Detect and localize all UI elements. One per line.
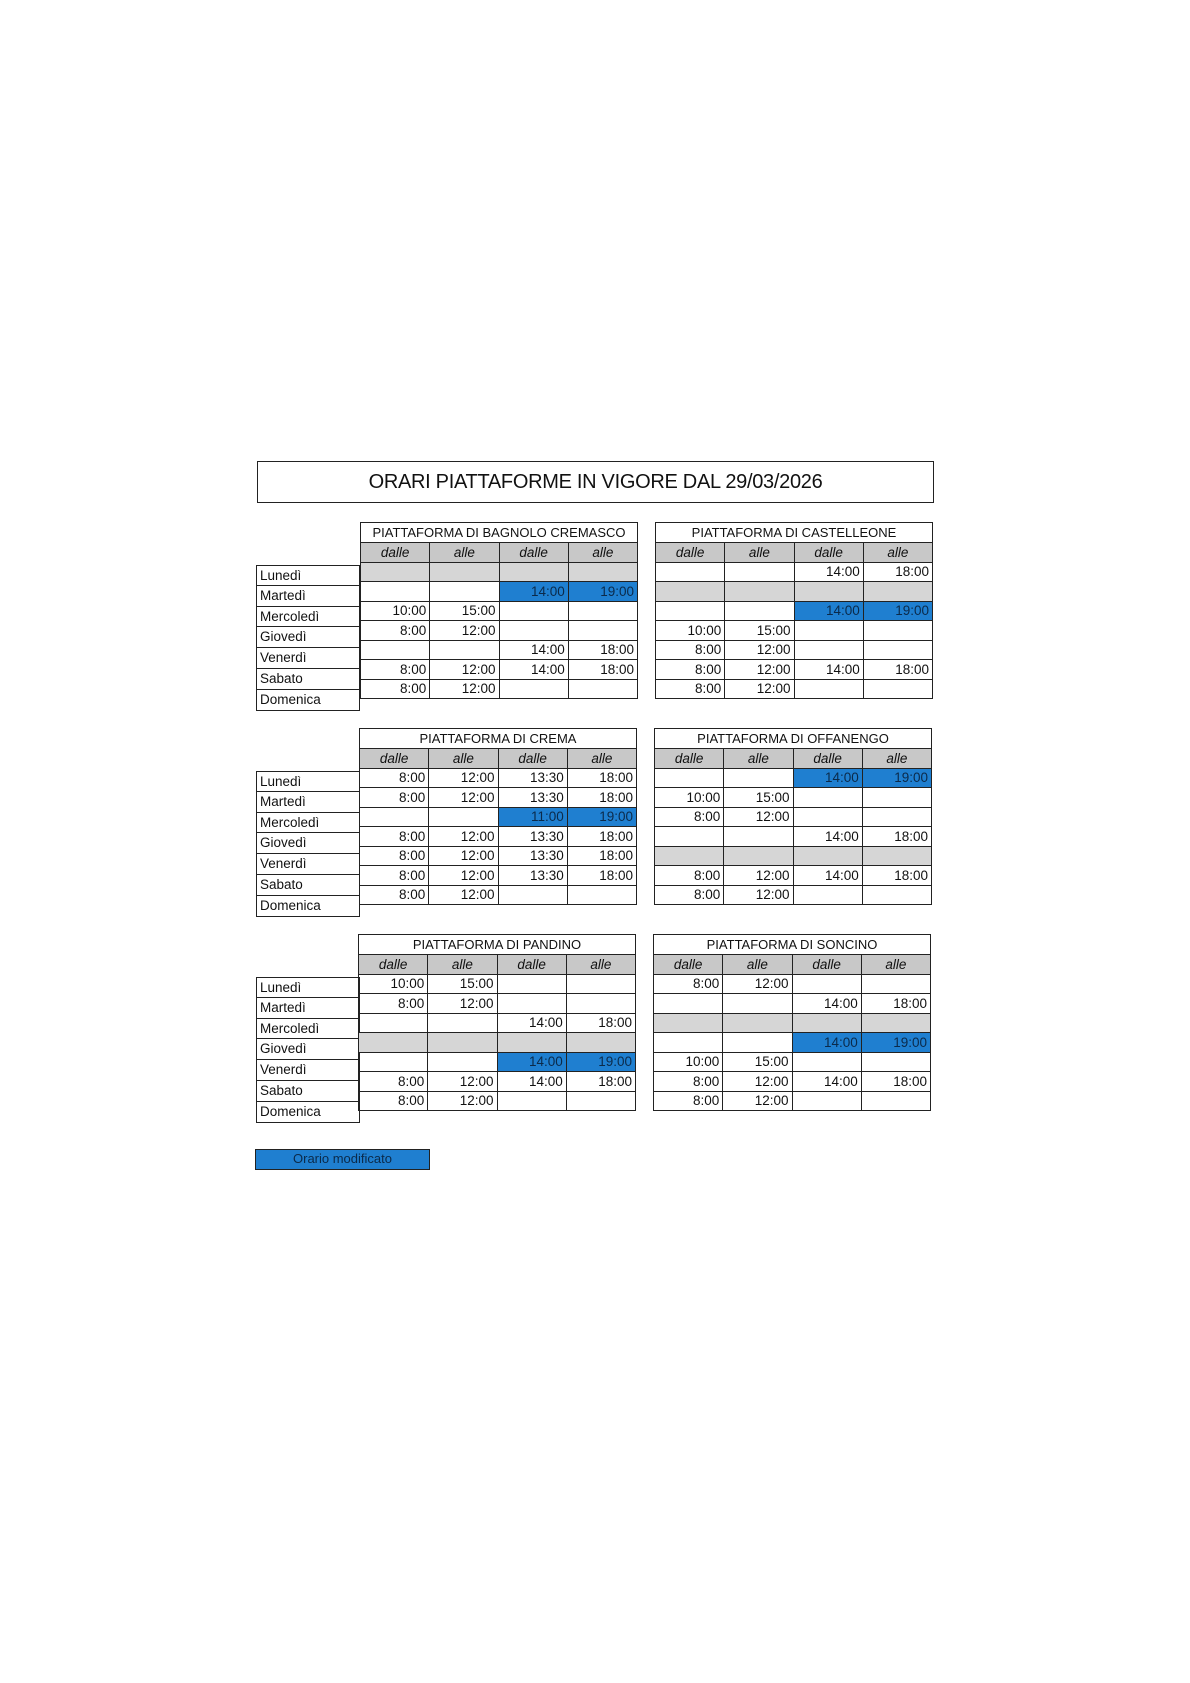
- time-cell: [566, 974, 635, 994]
- time-cell: [654, 994, 723, 1014]
- time-cell: [361, 582, 430, 602]
- time-cell: 8:00: [654, 1072, 723, 1092]
- time-cell: 8:00: [654, 974, 723, 994]
- time-cell: [656, 582, 725, 602]
- weekday-label: Giovedì: [256, 833, 360, 854]
- time-cell: 18:00: [568, 660, 637, 680]
- time-cell: 13:30: [498, 768, 567, 788]
- column-header: alle: [863, 543, 932, 563]
- column-header: alle: [725, 543, 794, 563]
- time-cell: 14:00: [794, 562, 863, 582]
- column-header: dalle: [655, 749, 724, 769]
- weekday-label: Lunedì: [256, 771, 360, 792]
- time-cell: 14:00: [793, 827, 862, 847]
- time-cell: 18:00: [567, 827, 636, 847]
- time-cell: 14:00: [792, 1033, 861, 1053]
- time-cell: 14:00: [497, 1072, 566, 1092]
- table-row: [360, 768, 637, 788]
- table-row: [656, 562, 933, 582]
- time-cell: [792, 1091, 861, 1111]
- platform-table: [655, 522, 933, 699]
- time-cell: 8:00: [360, 866, 429, 886]
- weekday-column: [256, 977, 360, 1123]
- time-cell: [794, 621, 863, 641]
- time-cell: [725, 582, 794, 602]
- time-cell: 10:00: [655, 788, 724, 808]
- time-cell: [863, 582, 932, 602]
- platform-name: PIATTAFORMA DI CREMA: [360, 729, 637, 749]
- column-header: alle: [861, 955, 930, 975]
- table-row: [360, 827, 637, 847]
- time-cell: 15:00: [725, 621, 794, 641]
- weekday-label: Domenica: [256, 1102, 360, 1123]
- column-header: alle: [566, 955, 635, 975]
- time-cell: [568, 601, 637, 621]
- table-row: [361, 640, 638, 660]
- time-cell: [724, 768, 793, 788]
- column-header: alle: [429, 749, 498, 769]
- table-row: [656, 582, 933, 602]
- time-cell: [793, 788, 862, 808]
- time-cell: [794, 582, 863, 602]
- column-header: dalle: [359, 955, 428, 975]
- column-header: alle: [724, 749, 793, 769]
- table-row: [359, 1013, 636, 1033]
- time-cell: 8:00: [360, 768, 429, 788]
- time-cell: [566, 1091, 635, 1111]
- weekday-label: Mercoledì: [256, 1019, 360, 1040]
- column-header: dalle: [498, 749, 567, 769]
- time-cell: [724, 827, 793, 847]
- table-row: [655, 788, 932, 808]
- time-cell: 12:00: [723, 974, 792, 994]
- time-cell: [568, 621, 637, 641]
- time-cell: [655, 827, 724, 847]
- page-title: ORARI PIATTAFORME IN VIGORE DAL 29/03/2026: [257, 461, 934, 503]
- column-header: dalle: [656, 543, 725, 563]
- time-cell: 10:00: [656, 621, 725, 641]
- table-row: [359, 1072, 636, 1092]
- time-cell: [656, 601, 725, 621]
- time-cell: [862, 788, 931, 808]
- column-header: dalle: [497, 955, 566, 975]
- time-cell: 12:00: [724, 807, 793, 827]
- time-cell: 18:00: [861, 994, 930, 1014]
- weekday-label: Lunedì: [256, 977, 360, 998]
- time-cell: 12:00: [430, 660, 499, 680]
- weekday-label: Domenica: [256, 690, 360, 711]
- time-cell: [430, 562, 499, 582]
- table-row: [656, 660, 933, 680]
- platform-table: [359, 728, 637, 905]
- table-row: [361, 660, 638, 680]
- time-cell: 12:00: [725, 640, 794, 660]
- time-cell: [499, 601, 568, 621]
- time-cell: 8:00: [359, 1091, 428, 1111]
- table-row: [359, 1091, 636, 1111]
- time-cell: 18:00: [567, 788, 636, 808]
- time-cell: 14:00: [497, 1013, 566, 1033]
- time-cell: 15:00: [430, 601, 499, 621]
- table-row: [360, 807, 637, 827]
- time-cell: [861, 974, 930, 994]
- table-row: [655, 768, 932, 788]
- time-cell: 8:00: [360, 846, 429, 866]
- time-cell: 18:00: [567, 866, 636, 886]
- table-row: [655, 846, 932, 866]
- time-cell: [566, 1033, 635, 1053]
- time-cell: 12:00: [429, 827, 498, 847]
- weekday-label: Giovedì: [256, 1039, 360, 1060]
- table-row: [654, 1033, 931, 1053]
- time-cell: [430, 640, 499, 660]
- time-cell: 14:00: [499, 660, 568, 680]
- time-cell: 13:30: [498, 866, 567, 886]
- time-cell: 12:00: [429, 866, 498, 886]
- column-header: dalle: [361, 543, 430, 563]
- table-row: [655, 827, 932, 847]
- time-cell: 12:00: [723, 1072, 792, 1092]
- table-row: [361, 679, 638, 699]
- time-cell: 8:00: [656, 660, 725, 680]
- time-cell: 12:00: [429, 788, 498, 808]
- time-cell: 19:00: [862, 768, 931, 788]
- time-cell: 14:00: [794, 601, 863, 621]
- time-cell: 14:00: [794, 660, 863, 680]
- table-row: [654, 974, 931, 994]
- time-cell: 12:00: [725, 660, 794, 680]
- time-cell: [359, 1052, 428, 1072]
- time-cell: 14:00: [499, 640, 568, 660]
- time-cell: 13:30: [498, 827, 567, 847]
- table-row: [656, 640, 933, 660]
- weekday-label: Mercoledì: [256, 607, 360, 628]
- time-cell: [360, 807, 429, 827]
- time-cell: [497, 1033, 566, 1053]
- time-cell: 18:00: [863, 562, 932, 582]
- time-cell: 8:00: [361, 621, 430, 641]
- time-cell: 8:00: [655, 807, 724, 827]
- time-cell: 12:00: [725, 679, 794, 699]
- column-header: alle: [567, 749, 636, 769]
- time-cell: [725, 562, 794, 582]
- platform-table: [358, 934, 636, 1111]
- table-row: [360, 866, 637, 886]
- column-header: dalle: [793, 749, 862, 769]
- table-row: [361, 601, 638, 621]
- time-cell: 14:00: [793, 866, 862, 886]
- table-row: [359, 994, 636, 1014]
- weekday-label: Mercoledì: [256, 813, 360, 834]
- time-cell: 8:00: [361, 660, 430, 680]
- time-cell: 19:00: [568, 582, 637, 602]
- time-cell: [654, 1013, 723, 1033]
- time-cell: [724, 846, 793, 866]
- time-cell: 8:00: [656, 640, 725, 660]
- table-row: [361, 621, 638, 641]
- column-header: dalle: [360, 749, 429, 769]
- platform-name: PIATTAFORMA DI OFFANENGO: [655, 729, 932, 749]
- weekday-column: [256, 771, 360, 917]
- table-row: [361, 582, 638, 602]
- table-row: [360, 788, 637, 808]
- weekday-label: Sabato: [256, 1081, 360, 1102]
- time-cell: 8:00: [360, 827, 429, 847]
- time-cell: 18:00: [862, 866, 931, 886]
- time-cell: [655, 768, 724, 788]
- time-cell: 19:00: [567, 807, 636, 827]
- time-cell: 8:00: [655, 866, 724, 886]
- column-header: dalle: [794, 543, 863, 563]
- time-cell: 14:00: [793, 768, 862, 788]
- time-cell: [567, 885, 636, 905]
- time-cell: [861, 1013, 930, 1033]
- table-row: [360, 885, 637, 905]
- time-cell: [862, 807, 931, 827]
- time-cell: 18:00: [568, 640, 637, 660]
- time-cell: 11:00: [498, 807, 567, 827]
- time-cell: [655, 846, 724, 866]
- time-cell: [723, 1013, 792, 1033]
- time-cell: 12:00: [724, 866, 793, 886]
- time-cell: [654, 1033, 723, 1053]
- time-cell: [792, 1013, 861, 1033]
- platform-table: [360, 522, 638, 699]
- time-cell: [793, 846, 862, 866]
- time-cell: 8:00: [360, 788, 429, 808]
- time-cell: [863, 679, 932, 699]
- time-cell: 18:00: [862, 827, 931, 847]
- table-row: [655, 866, 932, 886]
- time-cell: 12:00: [428, 1091, 497, 1111]
- table-row: [655, 807, 932, 827]
- time-cell: [568, 562, 637, 582]
- column-header: dalle: [499, 543, 568, 563]
- time-cell: 14:00: [792, 994, 861, 1014]
- time-cell: [863, 621, 932, 641]
- time-cell: 18:00: [863, 660, 932, 680]
- time-cell: 14:00: [499, 582, 568, 602]
- time-cell: 12:00: [430, 621, 499, 641]
- column-header: alle: [723, 955, 792, 975]
- column-header: alle: [568, 543, 637, 563]
- time-cell: 8:00: [654, 1091, 723, 1111]
- time-cell: 18:00: [566, 1072, 635, 1092]
- table-row: [361, 562, 638, 582]
- table-row: [359, 1052, 636, 1072]
- weekday-label: Sabato: [256, 875, 360, 896]
- time-cell: 13:30: [498, 846, 567, 866]
- time-cell: [725, 601, 794, 621]
- weekday-label: Venerdì: [256, 1060, 360, 1081]
- time-cell: 8:00: [361, 679, 430, 699]
- time-cell: 18:00: [566, 1013, 635, 1033]
- time-cell: [793, 885, 862, 905]
- weekday-label: Domenica: [256, 896, 360, 917]
- time-cell: [723, 994, 792, 1014]
- time-cell: 19:00: [566, 1052, 635, 1072]
- time-cell: 12:00: [429, 768, 498, 788]
- platform-table: [653, 934, 931, 1111]
- weekday-label: Lunedì: [256, 565, 360, 586]
- weekday-label: Martedì: [256, 792, 360, 813]
- column-header: dalle: [792, 955, 861, 975]
- time-cell: [428, 1013, 497, 1033]
- column-header: alle: [428, 955, 497, 975]
- time-cell: 8:00: [360, 885, 429, 905]
- table-row: [654, 1072, 931, 1092]
- time-cell: [361, 562, 430, 582]
- table-row: [654, 1013, 931, 1033]
- time-cell: [656, 562, 725, 582]
- time-cell: 8:00: [656, 679, 725, 699]
- table-row: [360, 846, 637, 866]
- time-cell: [723, 1033, 792, 1053]
- platform-name: PIATTAFORMA DI BAGNOLO CREMASCO: [361, 523, 638, 543]
- time-cell: [566, 994, 635, 1014]
- weekday-label: Venerdì: [256, 854, 360, 875]
- time-cell: 14:00: [497, 1052, 566, 1072]
- time-cell: [430, 582, 499, 602]
- time-cell: [794, 679, 863, 699]
- table-row: [654, 1052, 931, 1072]
- weekday-label: Martedì: [256, 998, 360, 1019]
- time-cell: 10:00: [654, 1052, 723, 1072]
- platform-name: PIATTAFORMA DI SONCINO: [654, 935, 931, 955]
- column-header: alle: [430, 543, 499, 563]
- column-header: alle: [862, 749, 931, 769]
- time-cell: [862, 846, 931, 866]
- time-cell: [497, 994, 566, 1014]
- time-cell: [793, 807, 862, 827]
- time-cell: 8:00: [655, 885, 724, 905]
- time-cell: [862, 885, 931, 905]
- time-cell: 12:00: [428, 994, 497, 1014]
- time-cell: 8:00: [359, 994, 428, 1014]
- time-cell: [359, 1013, 428, 1033]
- table-row: [656, 601, 933, 621]
- table-row: [654, 1091, 931, 1111]
- table-row: [656, 621, 933, 641]
- time-cell: 19:00: [863, 601, 932, 621]
- table-row: [656, 679, 933, 699]
- column-header: dalle: [654, 955, 723, 975]
- time-cell: [861, 1091, 930, 1111]
- time-cell: 18:00: [567, 768, 636, 788]
- platform-name: PIATTAFORMA DI PANDINO: [359, 935, 636, 955]
- time-cell: [792, 974, 861, 994]
- platform-table: [654, 728, 932, 905]
- time-cell: 12:00: [429, 885, 498, 905]
- weekday-label: Sabato: [256, 669, 360, 690]
- legend-modified-schedule: Orario modificato: [255, 1149, 430, 1170]
- weekday-column: [256, 565, 360, 711]
- time-cell: [498, 885, 567, 905]
- time-cell: 15:00: [723, 1052, 792, 1072]
- time-cell: [863, 640, 932, 660]
- time-cell: [428, 1033, 497, 1053]
- time-cell: 18:00: [861, 1072, 930, 1092]
- time-cell: [497, 1091, 566, 1111]
- time-cell: 13:30: [498, 788, 567, 808]
- time-cell: [359, 1033, 428, 1053]
- time-cell: [429, 807, 498, 827]
- time-cell: 15:00: [724, 788, 793, 808]
- weekday-label: Giovedì: [256, 627, 360, 648]
- time-cell: 12:00: [430, 679, 499, 699]
- time-cell: [497, 974, 566, 994]
- time-cell: [792, 1052, 861, 1072]
- time-cell: 8:00: [359, 1072, 428, 1092]
- time-cell: 10:00: [359, 974, 428, 994]
- time-cell: [861, 1052, 930, 1072]
- time-cell: 12:00: [724, 885, 793, 905]
- table-row: [359, 974, 636, 994]
- time-cell: 10:00: [361, 601, 430, 621]
- weekday-label: Martedì: [256, 586, 360, 607]
- time-cell: [499, 562, 568, 582]
- weekday-label: Venerdì: [256, 648, 360, 669]
- time-cell: 12:00: [428, 1072, 497, 1092]
- time-cell: 14:00: [792, 1072, 861, 1092]
- time-cell: [361, 640, 430, 660]
- table-row: [654, 994, 931, 1014]
- time-cell: [428, 1052, 497, 1072]
- time-cell: 15:00: [428, 974, 497, 994]
- time-cell: 18:00: [567, 846, 636, 866]
- table-row: [655, 885, 932, 905]
- platform-name: PIATTAFORMA DI CASTELLEONE: [656, 523, 933, 543]
- time-cell: 12:00: [723, 1091, 792, 1111]
- table-row: [359, 1033, 636, 1053]
- time-cell: [568, 679, 637, 699]
- time-cell: 19:00: [861, 1033, 930, 1053]
- time-cell: [499, 679, 568, 699]
- time-cell: [794, 640, 863, 660]
- time-cell: 12:00: [429, 846, 498, 866]
- time-cell: [499, 621, 568, 641]
